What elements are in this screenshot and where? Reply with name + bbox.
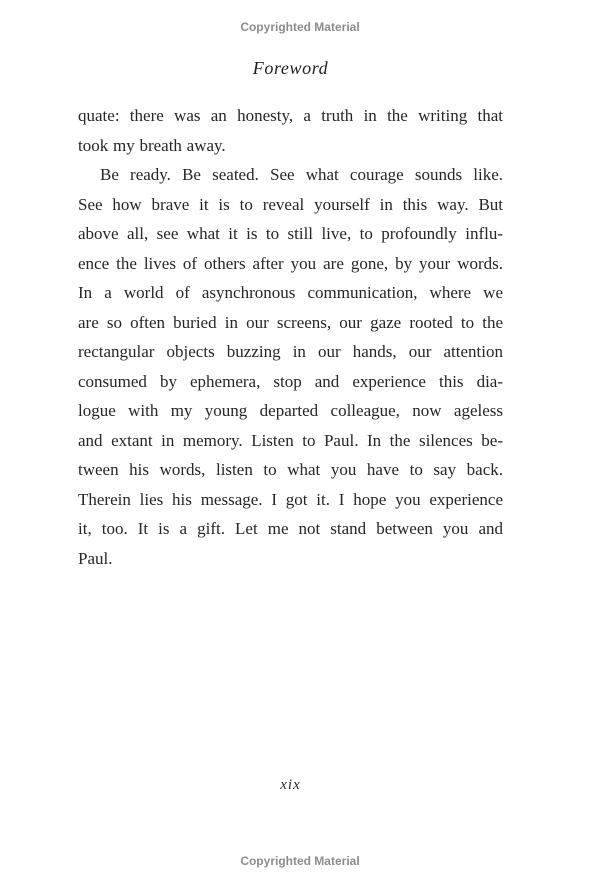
body-line: Paul.: [78, 548, 113, 568]
copyright-watermark-bottom: Copyrighted Material: [240, 854, 360, 868]
body-line: consumed by ephemera, stop and experience this dia-: [78, 371, 503, 391]
body-line: took my breath away.: [78, 135, 226, 155]
body-line: are so often buried in our screens, our gaze rooted to the: [78, 312, 503, 332]
page-number: xix: [280, 777, 301, 793]
body-line: quate: there was an honesty, a truth in the writing that: [78, 106, 503, 125]
body-line: above all, see what it is to still live, to profoundly influ-: [78, 224, 503, 243]
body-line: and extant in memory. Listen to Paul. In the silences be-: [78, 430, 503, 450]
copyright-watermark-top: Copyrighted Material: [240, 20, 360, 34]
body-line: rectangular objects buzzing in our hands, our attention: [78, 342, 503, 361]
body-line: Be ready. Be seated. See what courage sounds like.: [100, 165, 503, 184]
body-line: Therein lies his message. I got it. I hope you experience: [78, 489, 503, 509]
body-line: it, too. It is a gift. Let me not stand between you and: [78, 519, 503, 538]
body-line: logue with my young departed colleague, now ageless: [78, 401, 503, 420]
chapter-heading: Foreword: [252, 58, 329, 78]
body-line: ence the lives of others after you are gone, by your words.: [78, 253, 503, 273]
body-line: See how brave it is to reveal yourself in this way. But: [78, 194, 503, 214]
foreword-body: [78, 101, 503, 573]
body-line: In a world of asynchronous communication, where we: [78, 283, 503, 302]
body-line: tween his words, listen to what you have to say back.: [78, 460, 503, 479]
